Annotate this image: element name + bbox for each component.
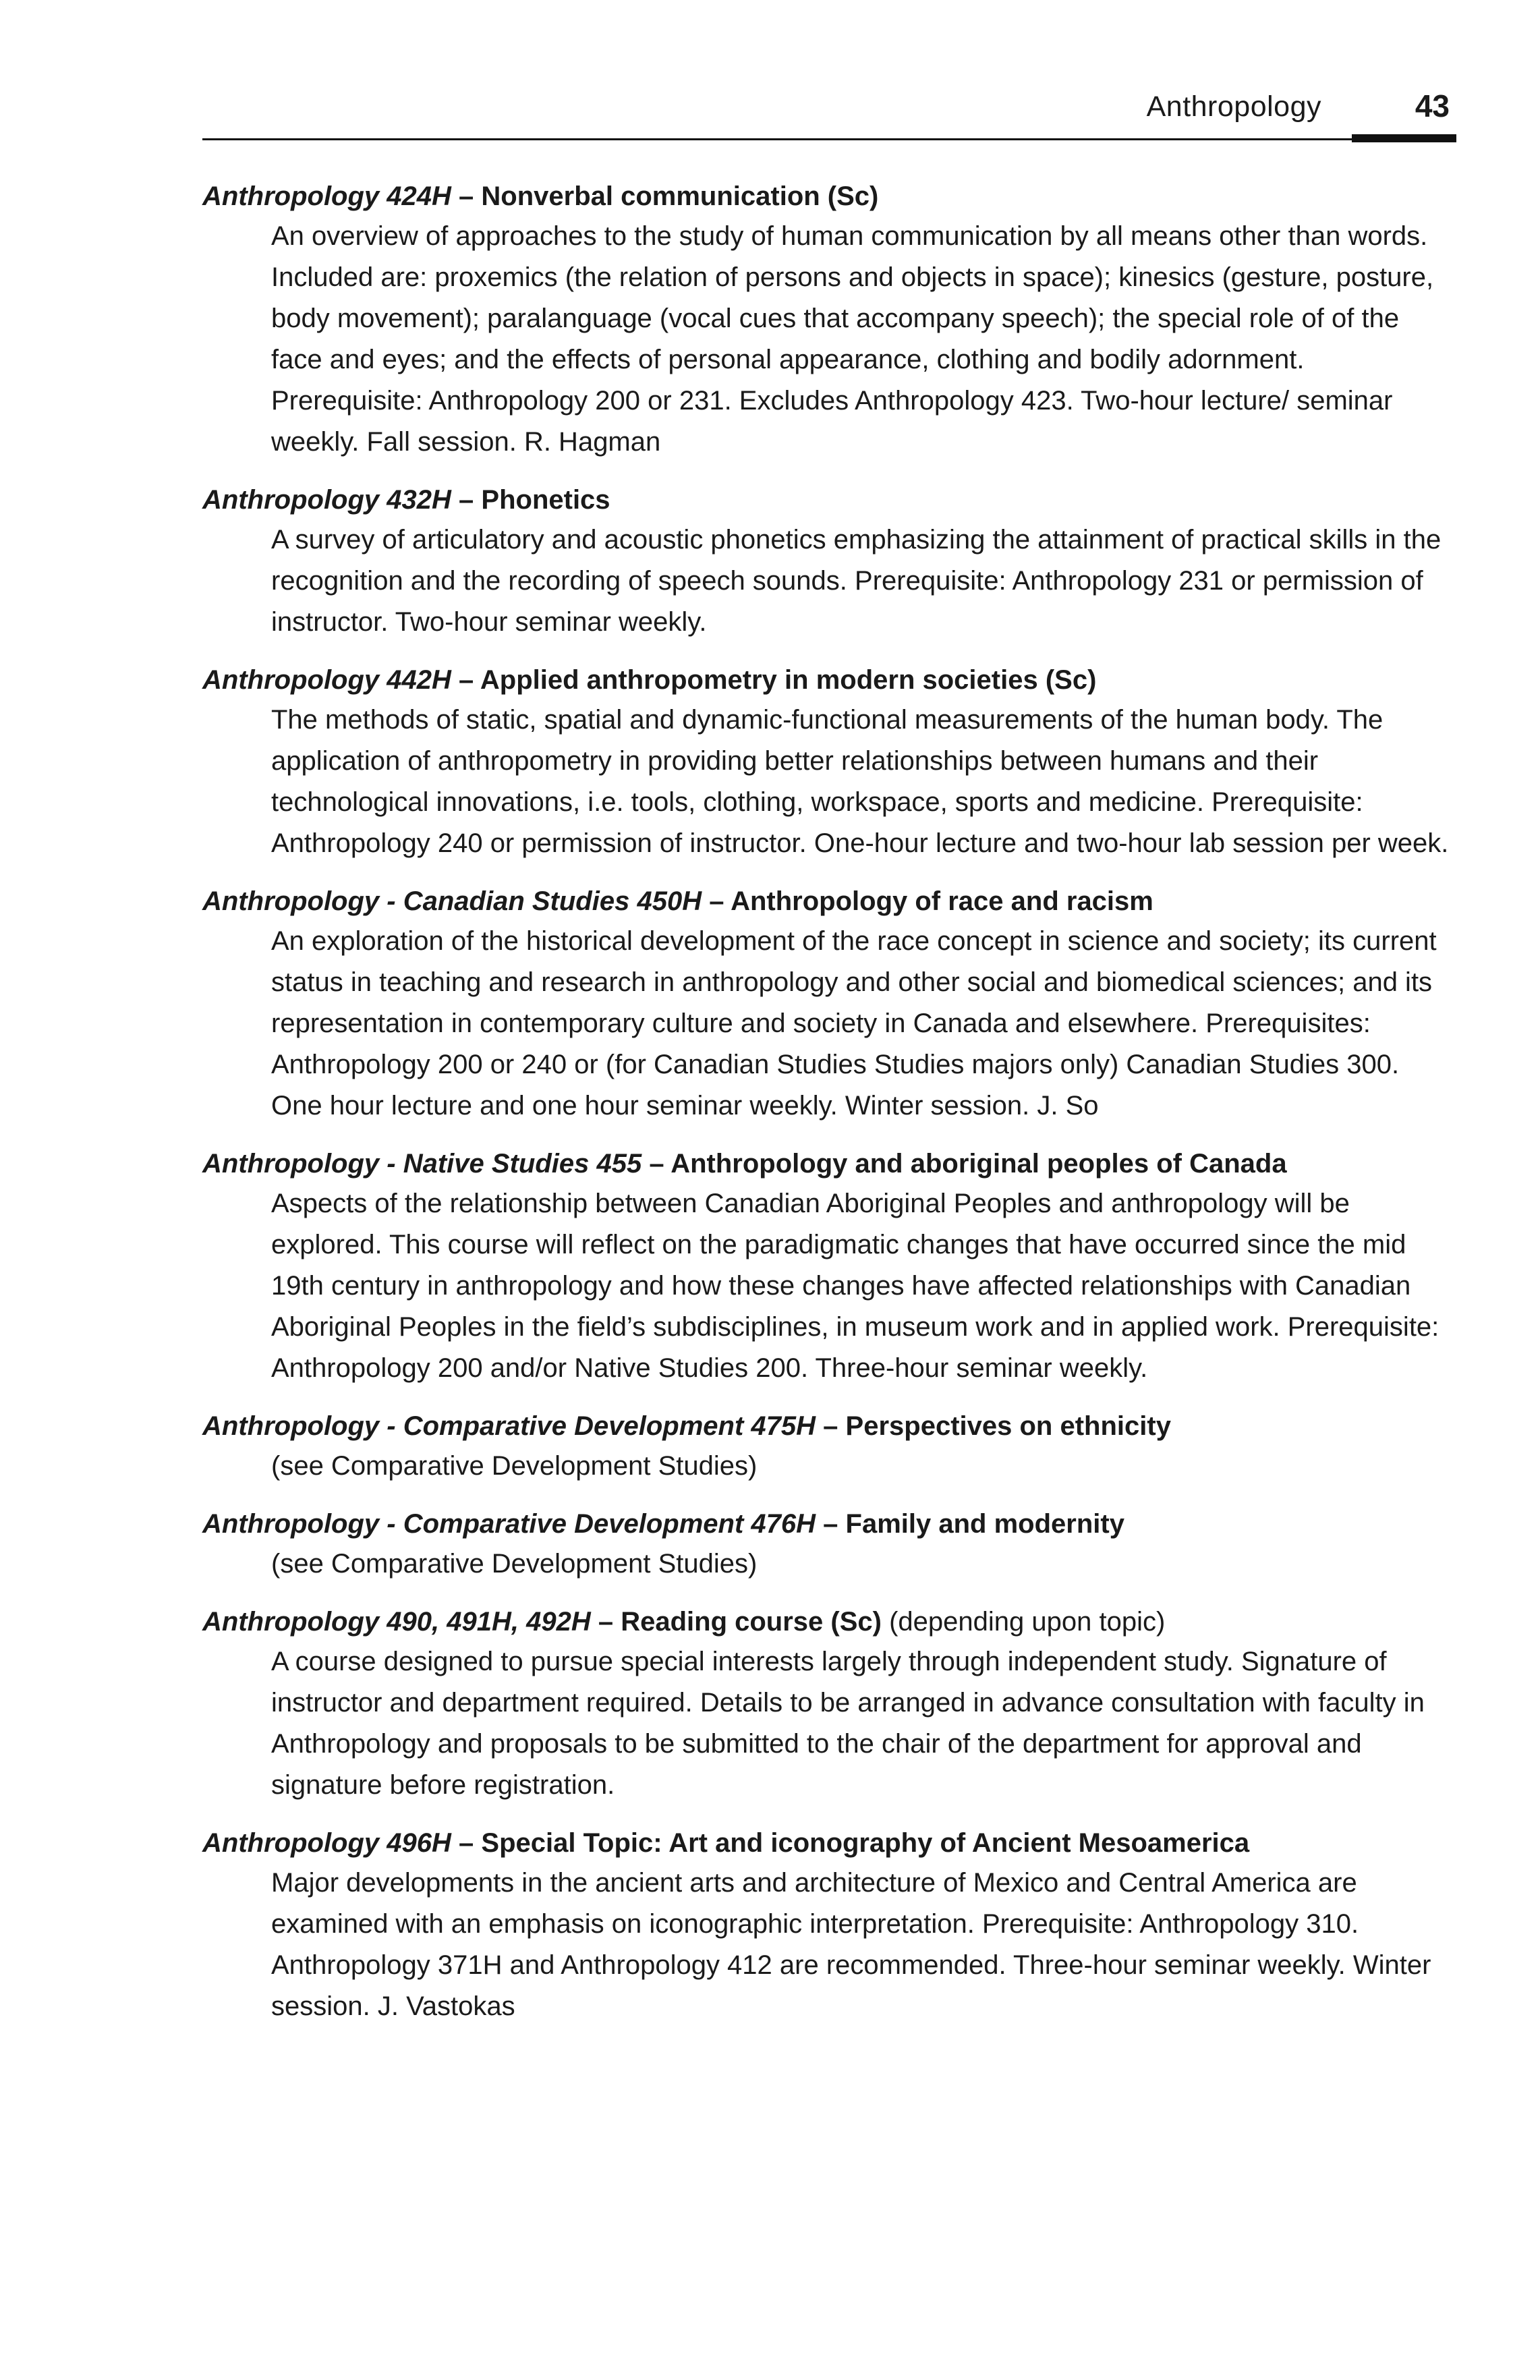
course-name: Nonverbal communication (Sc) <box>481 181 879 211</box>
course-description <box>271 700 1457 864</box>
course-description <box>271 1863 1457 2027</box>
running-head: Anthropology <box>1146 90 1321 123</box>
course-name: Perspectives on ethnicity <box>845 1411 1171 1441</box>
course-description-text: (see Comparative Development Studies) <box>271 1549 758 1579</box>
course-entry <box>202 1144 1457 1389</box>
course-description <box>271 1446 1457 1487</box>
course-name: Anthropology of race and racism <box>731 886 1153 916</box>
course-title: Anthropology 490, 491H, 492H – Reading course (Sc) (depending upon topic) <box>202 1607 1166 1637</box>
course-description <box>271 921 1457 1127</box>
course-code: Anthropology 432H <box>202 485 451 515</box>
course-description-text: An exploration of the historical development of the race concept in science and society; its current status in teaching and research in anthropology and other social and biomedical sciences; and its representation in contemporary culture and society in Canada and elsewhere. Prerequisites: Anthropology 200 or 240 or (for Canadian Studies Studies majors only) Canadian Studies 300. One hour lecture and one hour seminar weekly. Winter session. J. So <box>271 926 1437 1121</box>
course-entry <box>202 882 1457 1127</box>
course-description <box>271 1183 1457 1389</box>
course-name: Special Topic: Art and iconography of Ancient Mesoamerica <box>481 1828 1250 1858</box>
course-name: Reading course (Sc) <box>621 1607 882 1637</box>
course-description-text: Aspects of the relationship between Canadian Aboriginal Peoples and anthropology will be explored. This course will reflect on the paradigmatic changes that have occurred since the mid 19th century in anthropology and how these changes have affected relationships with Canadian Aboriginal Peoples in the field’s subdisciplines, in museum work and in applied work. Prerequisite: Anthropology 200 and/or Native Studies 200. Three-hour seminar weekly. <box>271 1189 1439 1383</box>
page-header <box>202 81 1456 142</box>
course-code: Anthropology - Comparative Development 475H <box>202 1411 816 1441</box>
header-tab-marker <box>1352 134 1456 142</box>
course-entry <box>202 1504 1457 1585</box>
course-entry <box>202 177 1457 463</box>
course-code: Anthropology 424H <box>202 181 451 211</box>
page-number: 43 <box>1415 88 1450 123</box>
course-description-text: (see Comparative Development Studies) <box>271 1451 758 1481</box>
course-title: Anthropology 442H – Applied anthropometry in modern societies (Sc) <box>202 665 1097 695</box>
course-code: Anthropology - Native Studies 455 <box>202 1149 642 1179</box>
course-list <box>202 177 1457 2045</box>
course-description-text: Major developments in the ancient arts and architecture of Mexico and Central America are examined with an emphasis on iconographic interpretation. Prerequisite: Anthropology 310. Anthropology 371H and Anthropology 412 are recommended. Three-hour seminar weekly. Winter session. J. Vastokas <box>271 1868 1431 2021</box>
course-description <box>271 1641 1457 1806</box>
course-title: Anthropology - Comparative Development 476H – Family and modernity <box>202 1509 1124 1539</box>
course-entry <box>202 660 1457 864</box>
course-description-text: An overview of approaches to the study of human communication by all means other than words. Included are: proxemics (the relation of persons and objects in space); kinesics (gesture, posture, body movement); paralanguage (vocal cues that accompany speech); the special role of of the face and eyes; and the effects of personal appearance, clothing and bodily adornment. Prerequisite: Anthropology 200 or 231. Excludes Anthropology 423. Two-hour lecture/ seminar weekly. Fall session. R. Hagman <box>271 221 1434 457</box>
course-title: Anthropology - Comparative Development 475H – Perspectives on ethnicity <box>202 1411 1171 1441</box>
course-entry <box>202 480 1457 643</box>
course-entry <box>202 1407 1457 1487</box>
course-description <box>271 1543 1457 1585</box>
course-note: (depending upon topic) <box>889 1607 1166 1637</box>
course-code: Anthropology 490, 491H, 492H <box>202 1607 591 1637</box>
course-code: Anthropology - Canadian Studies 450H <box>202 886 702 916</box>
course-name: Applied anthropometry in modern societies (Sc) <box>480 665 1097 695</box>
course-description-text: A survey of articulatory and acoustic phonetics emphasizing the attainment of practical skills in the recognition and the recording of speech sounds. Prerequisite: Anthropology 231 or permission of instructor. Two-hour seminar weekly. <box>271 525 1442 637</box>
course-title: Anthropology - Canadian Studies 450H – Anthropology of race and racism <box>202 886 1153 916</box>
course-code: Anthropology 496H <box>202 1828 451 1858</box>
course-title: Anthropology 496H – Special Topic: Art and iconography of Ancient Mesoamerica <box>202 1828 1250 1858</box>
course-entry <box>202 1602 1457 1806</box>
course-description-text: The methods of static, spatial and dynamic-functional measurements of the human body. The application of anthropometry in providing better relationships between humans and their technological innovations, i.e. tools, clothing, workspace, sports and medicine. Prerequisite: Anthropology 240 or permission of instructor. One-hour lecture and two-hour lab session per week. <box>271 705 1449 858</box>
course-description <box>271 216 1457 463</box>
course-code: Anthropology - Comparative Development 476H <box>202 1509 816 1539</box>
course-name: Phonetics <box>481 485 610 515</box>
course-title: Anthropology - Native Studies 455 – Anthropology and aboriginal peoples of Canada <box>202 1149 1287 1179</box>
course-title: Anthropology 424H – Nonverbal communication (Sc) <box>202 181 879 211</box>
course-title: Anthropology 432H – Phonetics <box>202 485 610 515</box>
course-name: Anthropology and aboriginal peoples of Canada <box>671 1149 1287 1179</box>
course-name: Family and modernity <box>845 1509 1124 1539</box>
header-rule <box>202 138 1456 140</box>
course-description <box>271 519 1457 643</box>
course-entry <box>202 1823 1457 2027</box>
course-description-text: A course designed to pursue special interests largely through independent study. Signature of instructor and department required. Details to be arranged in advance consultation with faculty in Anthropology and proposals to be submitted to the chair of the department for approval and signature before registration. <box>271 1647 1425 1800</box>
course-code: Anthropology 442H <box>202 665 451 695</box>
